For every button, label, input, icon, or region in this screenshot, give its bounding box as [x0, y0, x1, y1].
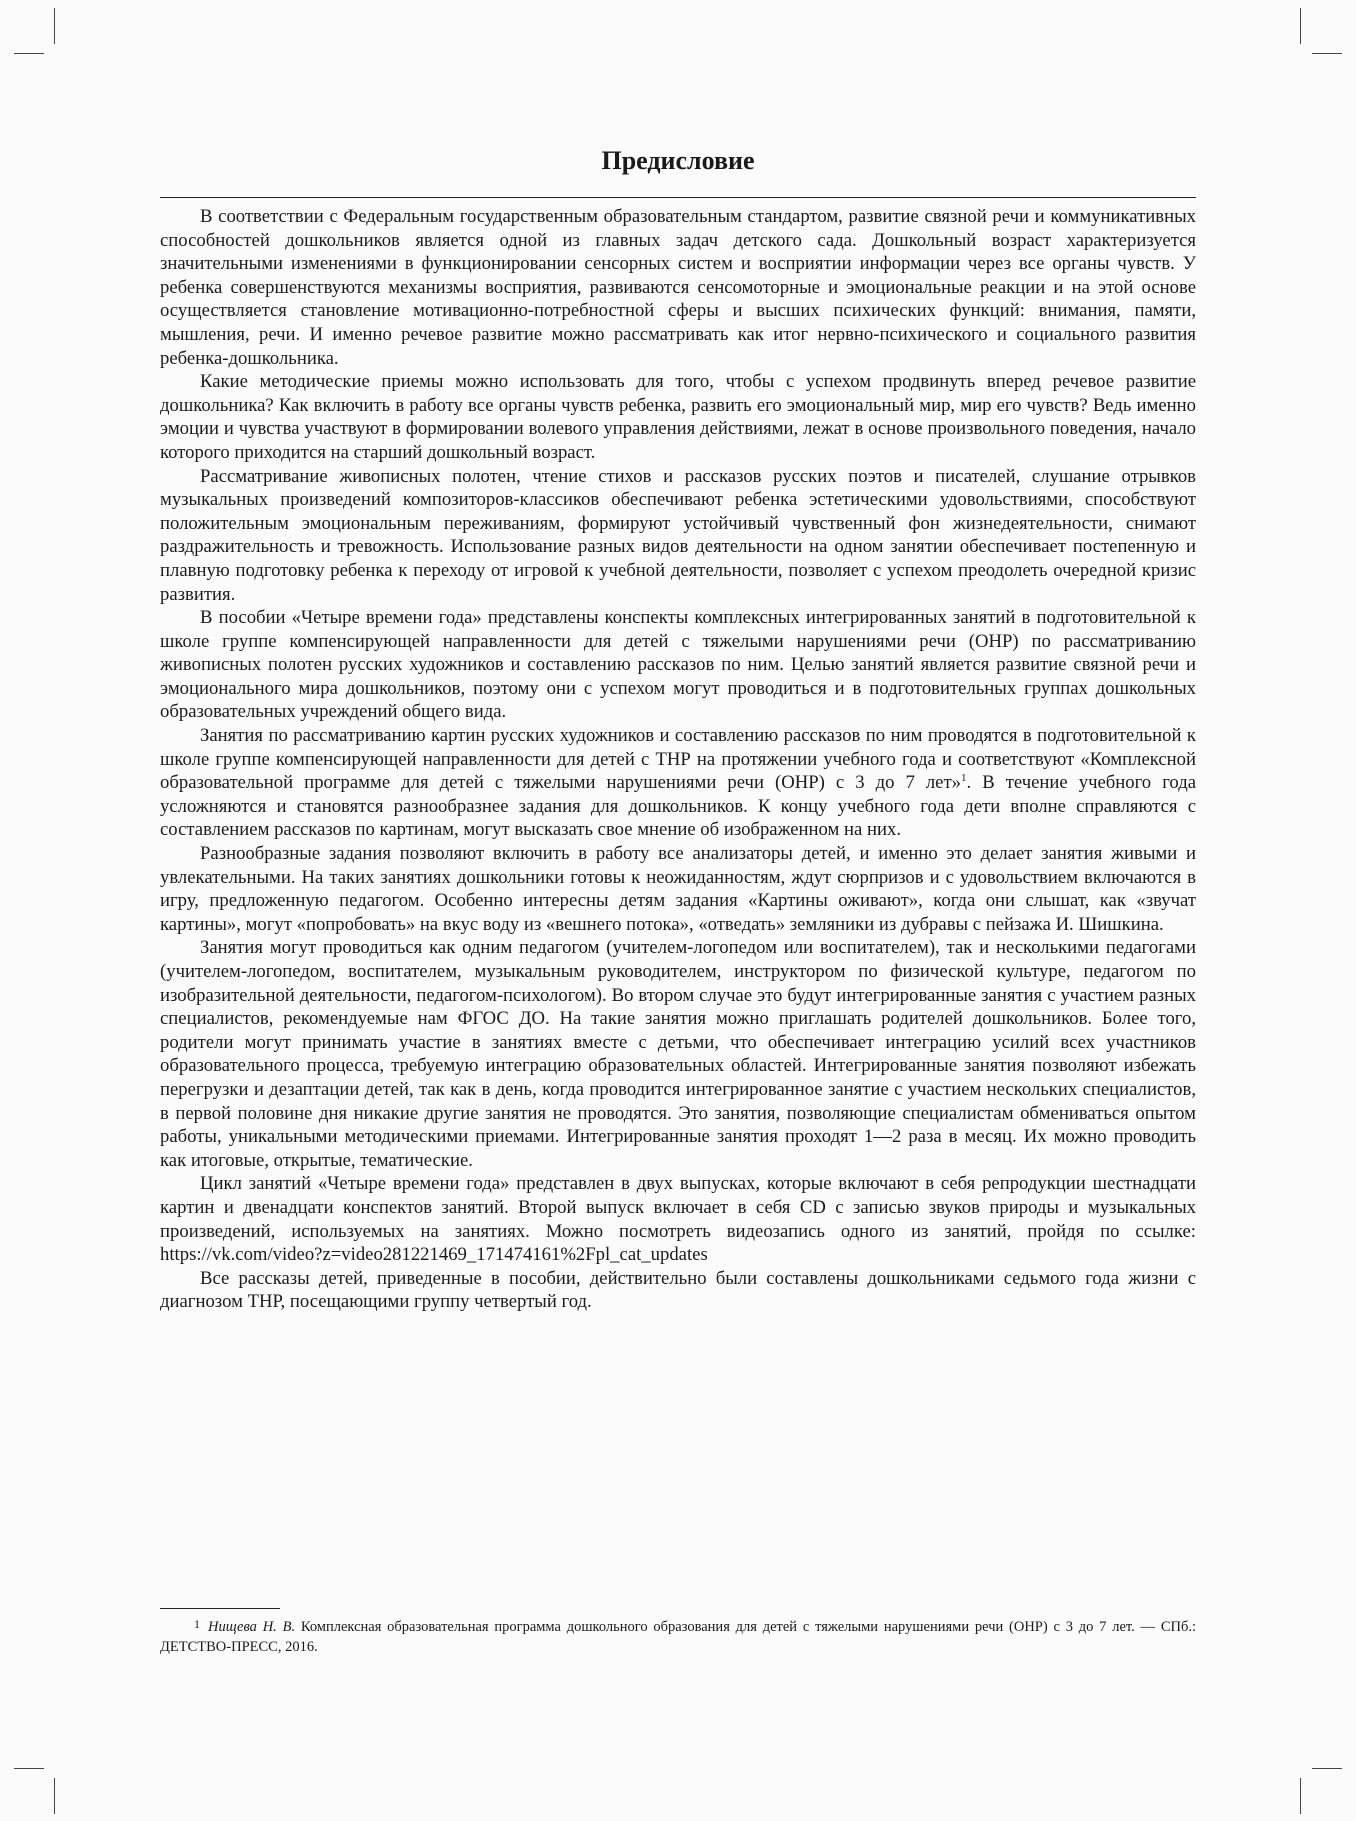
- crop-mark: [1312, 53, 1342, 54]
- paragraph: Занятия могут проводиться как одним педагогом (учителем-логопедом или воспитателем), так и несколькими педагогами (учителем-логопедом, воспитателем, музыкальным руководителем, инструктором по физической культуре, педагогом по изобразительной деятельности, педагогом-психологом). Во втором случае это будут интегрированные занятия с участием разных специалистов, рекомендуемые нам ФГОС ДО. На такие занятия можно приглашать родителей дошкольников. Более того, родители могут принимать участие в занятиях вместе с детьми, что обеспечивает интеграцию усилий всех участников образовательного процесса, требуемую интеграцию образовательных областей. Интегрированные занятия позволяют избежать перегрузки и дезаптации детей, так как в день, когда проводится интегрированное занятие с участием нескольких специалистов, в первой половине дня никакие другие занятия не проводятся. Это занятия, позволяющие специалистам обмениваться опытом работы, уникальными методическими приемами. Интегрированные занятия проходят 1—2 раза в месяц. Их можно проводить как итоговые, открытые, тематические.: [160, 937, 1196, 1171]
- footnote-marker: 1: [960, 772, 967, 785]
- crop-mark: [14, 1768, 44, 1769]
- preface-body: [160, 205, 1196, 1314]
- footnote-number: 1: [194, 1617, 200, 1631]
- crop-mark: [14, 53, 44, 54]
- paragraph: Какие методические приемы можно использовать для того, чтобы с успехом продвинуть вперед речевое развитие дошкольника? Как включить в работу все органы чувств ребенка, развить его эмоциональный мир, мир его чувств? Ведь именно эмоции и чувства участвуют в формировании волевого управления действиями, лежат в основе произвольного поведения, начало которого приходится на старший дошкольный возраст.: [160, 371, 1196, 463]
- footnote-divider: [160, 1608, 280, 1609]
- crop-mark: [1300, 8, 1301, 44]
- crop-mark: [1312, 1768, 1342, 1769]
- page-title: Предисловие: [601, 146, 755, 175]
- footnote-text: Комплексная образовательная программа дошкольного образования для детей с тяжелыми нарушениями речи (ОНР) с 3 до 7 лет. — СПб.: ДЕТСТВО-ПРЕСС, 2016.: [160, 1619, 1197, 1655]
- paragraph: В пособии «Четыре времени года» представлены конспекты комплексных интегрированных занятий в подготовительной к школе группе компенсирующей направленности для детей с тяжелыми нарушениями речи (ОНР) по рассматриванию живописных полотен русских художников и составлению рассказов по ним. Целью занятий является развитие связной речи и эмоционального мира дошкольников, поэтому они с успехом могут проводиться и в подготовительных группах дошкольных образовательных учреждений общего вида.: [160, 607, 1196, 723]
- paragraph-text: Занятия по рассматриванию картин русских художников и составлению рассказов по ним проводятся в подготовительной к школе группе компенсирующей направленности для детей с ТНР на протяжении учебного года и соответствуют «Комплексной образовательной программе для детей с тяжелыми нарушениями речи (ОНР) с 3 до 7 лет»: [160, 725, 1196, 794]
- footnote-author: Нищева Н. В.: [208, 1619, 296, 1635]
- crop-mark: [54, 8, 55, 44]
- footnote: [160, 1614, 1196, 1657]
- paragraph: В соответствии с Федеральным государственным образовательным стандартом, развитие связной речи и коммуникативных способностей дошкольников является одной из главных задач детского сада. Дошкольный возраст характеризуется значительными изменениями в функционировании сенсорных систем и восприятии информации через все органы чувств. У ребенка совершенствуются механизмы восприятия, развиваются сенсомоторные и эмоциональные реакции и на этой основе осуществляется становление мотивационно-потребностной сферы и высших психических функций: внимания, памяти, мышления, речи. И именно речевое развитие можно рассматривать как итог нервно-психического и социального развития ребенка-дошкольника.: [160, 206, 1196, 369]
- paragraph: Разнообразные задания позволяют включить в работу все анализаторы детей, и именно это делает занятия живыми и увлекательными. На таких занятиях дошкольники готовы к неожиданностям, ждут сюрпризов и с удовольствием включаются в игру, предложенную педагогом. Особенно интересны детям задания «Картины оживают», когда они слышат, как «звучат картины», могут «попробовать» на вкус воду из «вешнего потока», «отведать» земляники из дубравы с пейзажа И. Шишкина.: [160, 843, 1196, 935]
- title-divider: [160, 197, 1196, 198]
- paragraph-text-tail: . В течение учебного года усложняются и становятся разнообразнее задания для дошкольников. К концу учебного года дети вполне справляются с составлением рассказов по картинам, могут высказать свое мнение об изображенном на них.: [160, 772, 1197, 841]
- paragraph: Все рассказы детей, приведенные в пособии, действительно были составлены дошкольниками седьмого года жизни с диагнозом ТНР, посещающими группу четвертый год.: [160, 1267, 1196, 1313]
- paragraph: Цикл занятий «Четыре времени года» представлен в двух выпусках, которые включают в себя репродукции шестнадцати картин и двенадцати конспектов занятий. Второй выпуск включает в себя CD с записью звуков природы и музыкальных произведений, используемых на занятиях. Можно посмотреть видеозапись одного из занятий, пройдя по ссылке: https://vk.com/video?z=video281221469_171474161%2Fpl_cat_updates: [160, 1173, 1196, 1266]
- crop-mark: [54, 1778, 55, 1814]
- crop-mark: [1300, 1778, 1301, 1814]
- paragraph: Рассматривание живописных полотен, чтение стихов и рассказов русских поэтов и писателей, слушание отрывков музыкальных произведений композиторов-классиков обеспечивают ребенка эстетическими удовольствиями, способствуют положительным эмоциональным переживаниям, формируют устойчивый чувственный фон жизнедеятельности, снимают раздражительность и тревожность. Использование разных видов деятельности на одном занятии обеспечивает постепенную и плавную подготовку ребенка к переходу от игровой к учебной деятельности, позволяет с успехом преодолеть очередной кризис развития.: [160, 465, 1196, 605]
- paragraph: [160, 724, 1196, 842]
